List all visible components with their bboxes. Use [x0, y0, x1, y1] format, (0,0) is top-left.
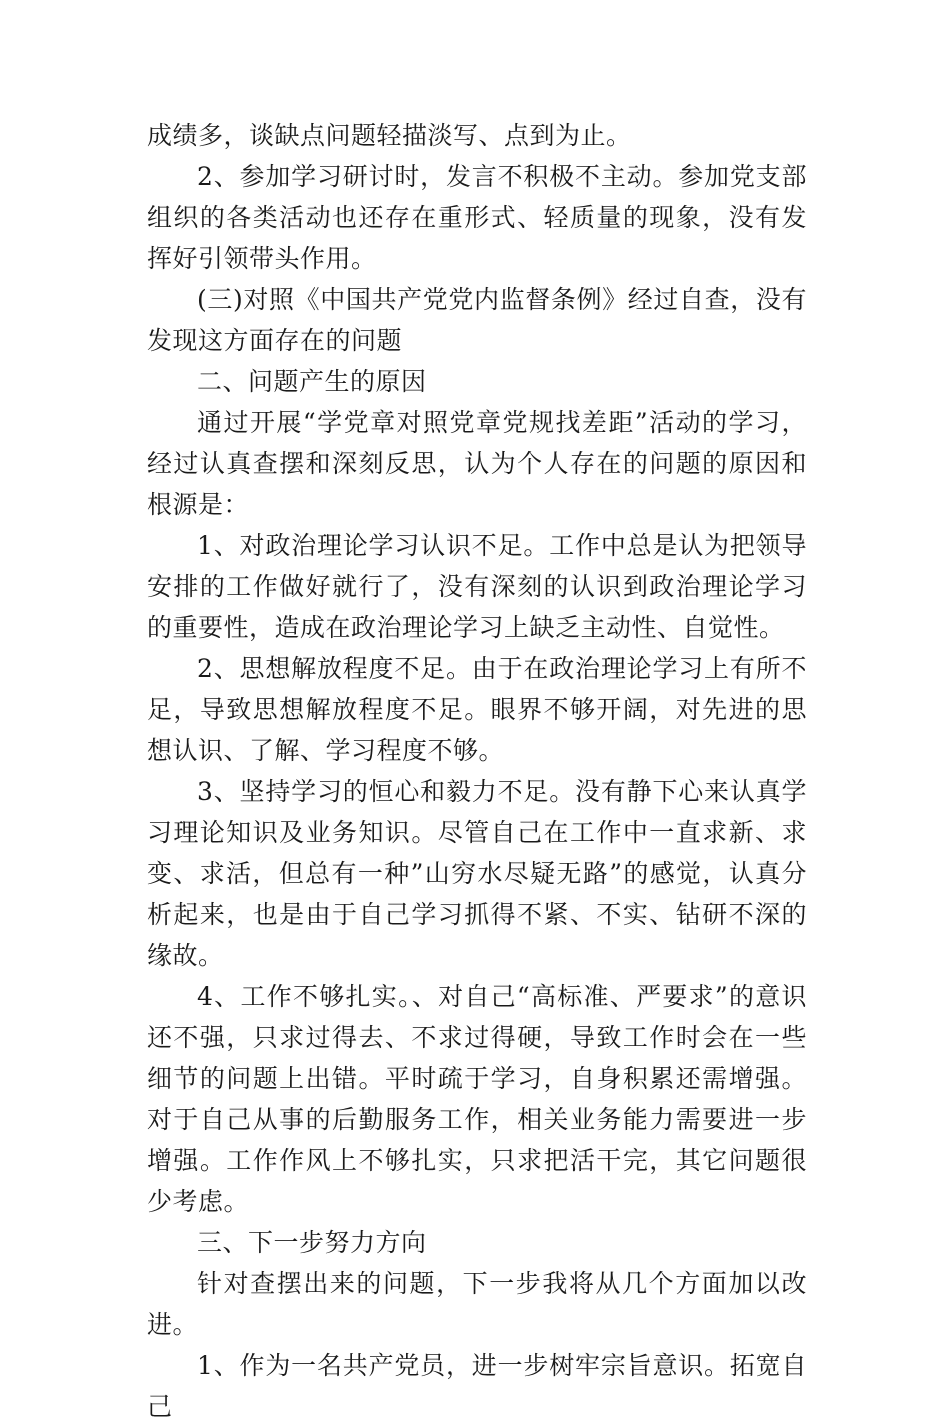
- section-heading-3: 三、下一步努力方向: [197, 1228, 427, 1257]
- paragraph-7: 2、思想解放程度不足。由于在政治理论学习上有所不足，导致思想解放程度不足。眼界不够开阔，对先进的思想认识、了解、学习程度不够。: [147, 654, 807, 765]
- paragraph-8: 3、坚持学习的恒心和毅力不足。没有静下心来认真学习理论知识及业务知识。尽管自己在工作中一直求新、求变、求活，但总有一种”山穷水尽疑无路”的感觉，认真分析起来，也是由于自己学习抓得不紧、不实、钻研不深的缘故。: [147, 777, 807, 970]
- paragraph-6: 1、对政治理论学习认识不足。工作中总是认为把领导安排的工作做好就行了，没有深刻的认识到政治理论学习的重要性，造成在政治理论学习上缺乏主动性、自觉性。: [147, 531, 807, 642]
- paragraph-11: 针对查摆出来的问题，下一步我将从几个方面加以改进。: [147, 1269, 807, 1339]
- paragraph-5: 通过开展“学党章对照党章党规找差距”活动的学习，经过认真查摆和深刻反思，认为个人存在的问题的原因和根源是：: [147, 408, 807, 519]
- section-heading-2: 二、问题产生的原因: [197, 367, 427, 396]
- paragraph-12: 1、作为一名共产党员，进一步树牢宗旨意识。拓宽自己: [147, 1351, 807, 1421]
- paragraph-1: 成绩多，谈缺点问题轻描淡写、点到为止。: [147, 121, 632, 150]
- paragraph-2: 2、参加学习研讨时，发言不积极不主动。参加党支部组织的各类活动也还存在重形式、轻质量的现象，没有发挥好引领带头作用。: [147, 162, 807, 273]
- paragraph-9: 4、工作不够扎实。、对自己“高标准、严要求”的意识还不强，只求过得去、不求过得硬，导致工作时会在一些细节的问题上出错。平时疏于学习，自身积累还需增强。对于自己从事的后勤服务工作，相关业务能力需要进一步增强。工作作风上不够扎实，只求把活干完，其它问题很少考虑。: [147, 982, 807, 1216]
- document-body: [147, 115, 807, 1427]
- paragraph-3: (三)对照《中国共产党党内监督条例》经过自查，没有发现这方面存在的问题: [147, 285, 807, 355]
